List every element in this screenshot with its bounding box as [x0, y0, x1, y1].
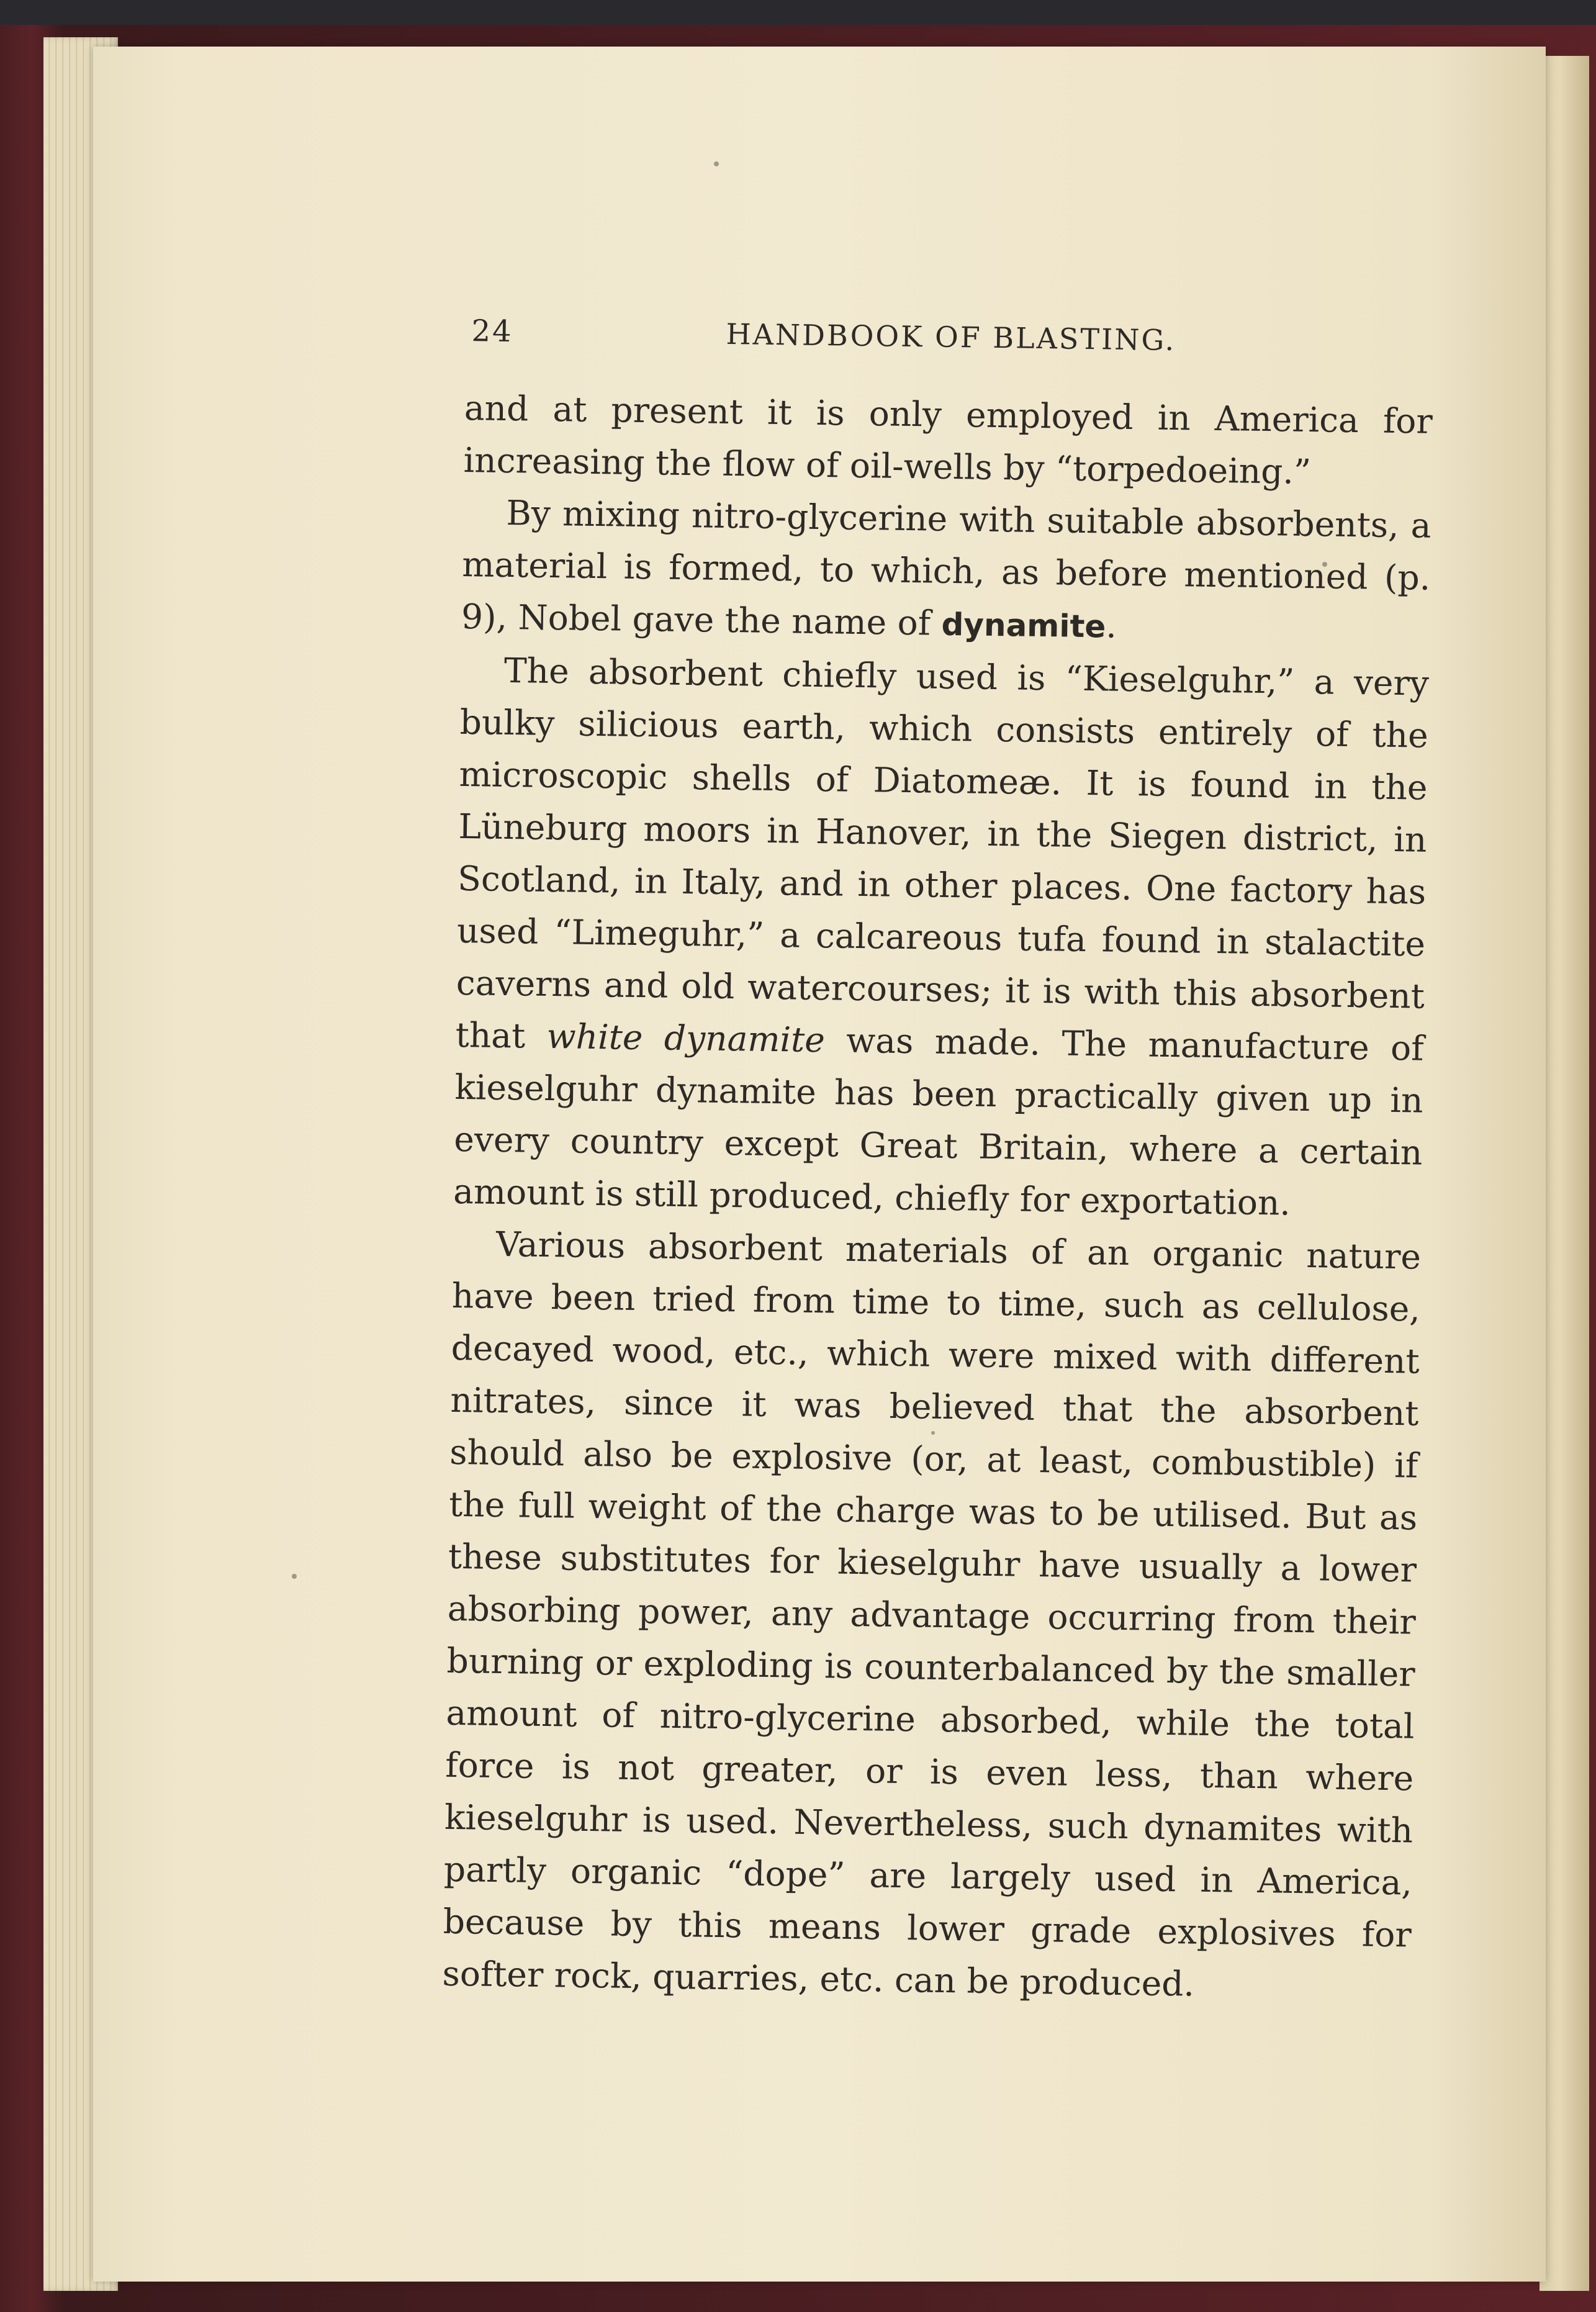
page-header [465, 314, 1434, 377]
paragraph-2 [461, 486, 1431, 657]
paragraph-1: and at present it is only employed in America for increasing the flow of oil-wells by “torpedoeing.” [463, 387, 1433, 492]
paragraph-2-end: . [1105, 605, 1117, 646]
book-page [93, 47, 1546, 2282]
paper-speck [714, 161, 719, 166]
term-white-dynamite: white dynamite [546, 1016, 826, 1060]
paragraph-3-end: was made. The manufacture of kieselguhr dynamite has been practically given up in every country except Great Britain, where a certain amount is still produced, chiefly for exportation. [453, 1020, 1425, 1223]
page-stack-right [1540, 56, 1589, 2291]
running-title: HANDBOOK OF BLASTING. [726, 317, 1176, 357]
page-number: 24 [471, 314, 514, 350]
paragraph-2-text: By mixing nitro-glycerine with suitable absorbents, a material is formed, to which, as before mentioned (p. 9), Nobel gave the name of [461, 492, 1431, 643]
page-text-block [442, 314, 1434, 2013]
paper-speck [292, 1574, 297, 1579]
paragraph-3-text: The absorbent chiefly used is “Kieselguhr,” a very bulky silicious earth, which consists entirely of the microscopic shells of Diatomeæ. It is found in the Lüneburg moors in Hanover, in the Siegen district, in Scotland, in Italy, and in other places. One factory has used “Limeguhr,” a calcareous tufa found in stalactite caverns and old watercourses; it is with this absorbent that [455, 650, 1430, 1056]
term-dynamite: dynamite [941, 606, 1106, 645]
paragraph-4: Various absorbent materials of an organic nature have been tried from time to time, such as cellulose, decayed wood, etc., which were mixed with different nitrates, since it was believed that the absorbent should also be explosive (or, at least, combustible) if the full weight of the charge was to be utilised. But as these substitutes for kieselguhr have usually a lower absorbing power, any advantage occurring from their burning or exploding is counterbalanced by the smaller amount of nitro-glycerine absorbed, while the total force is not greater, or is even less, than where kieselguhr is used. Nevertheless, such dynamites with partly organic “dope” are largely used in America, because by this means lower grade explosives for softer rock, quarries, etc. can be produced. [442, 1224, 1422, 2004]
paragraph-3 [453, 644, 1430, 1231]
